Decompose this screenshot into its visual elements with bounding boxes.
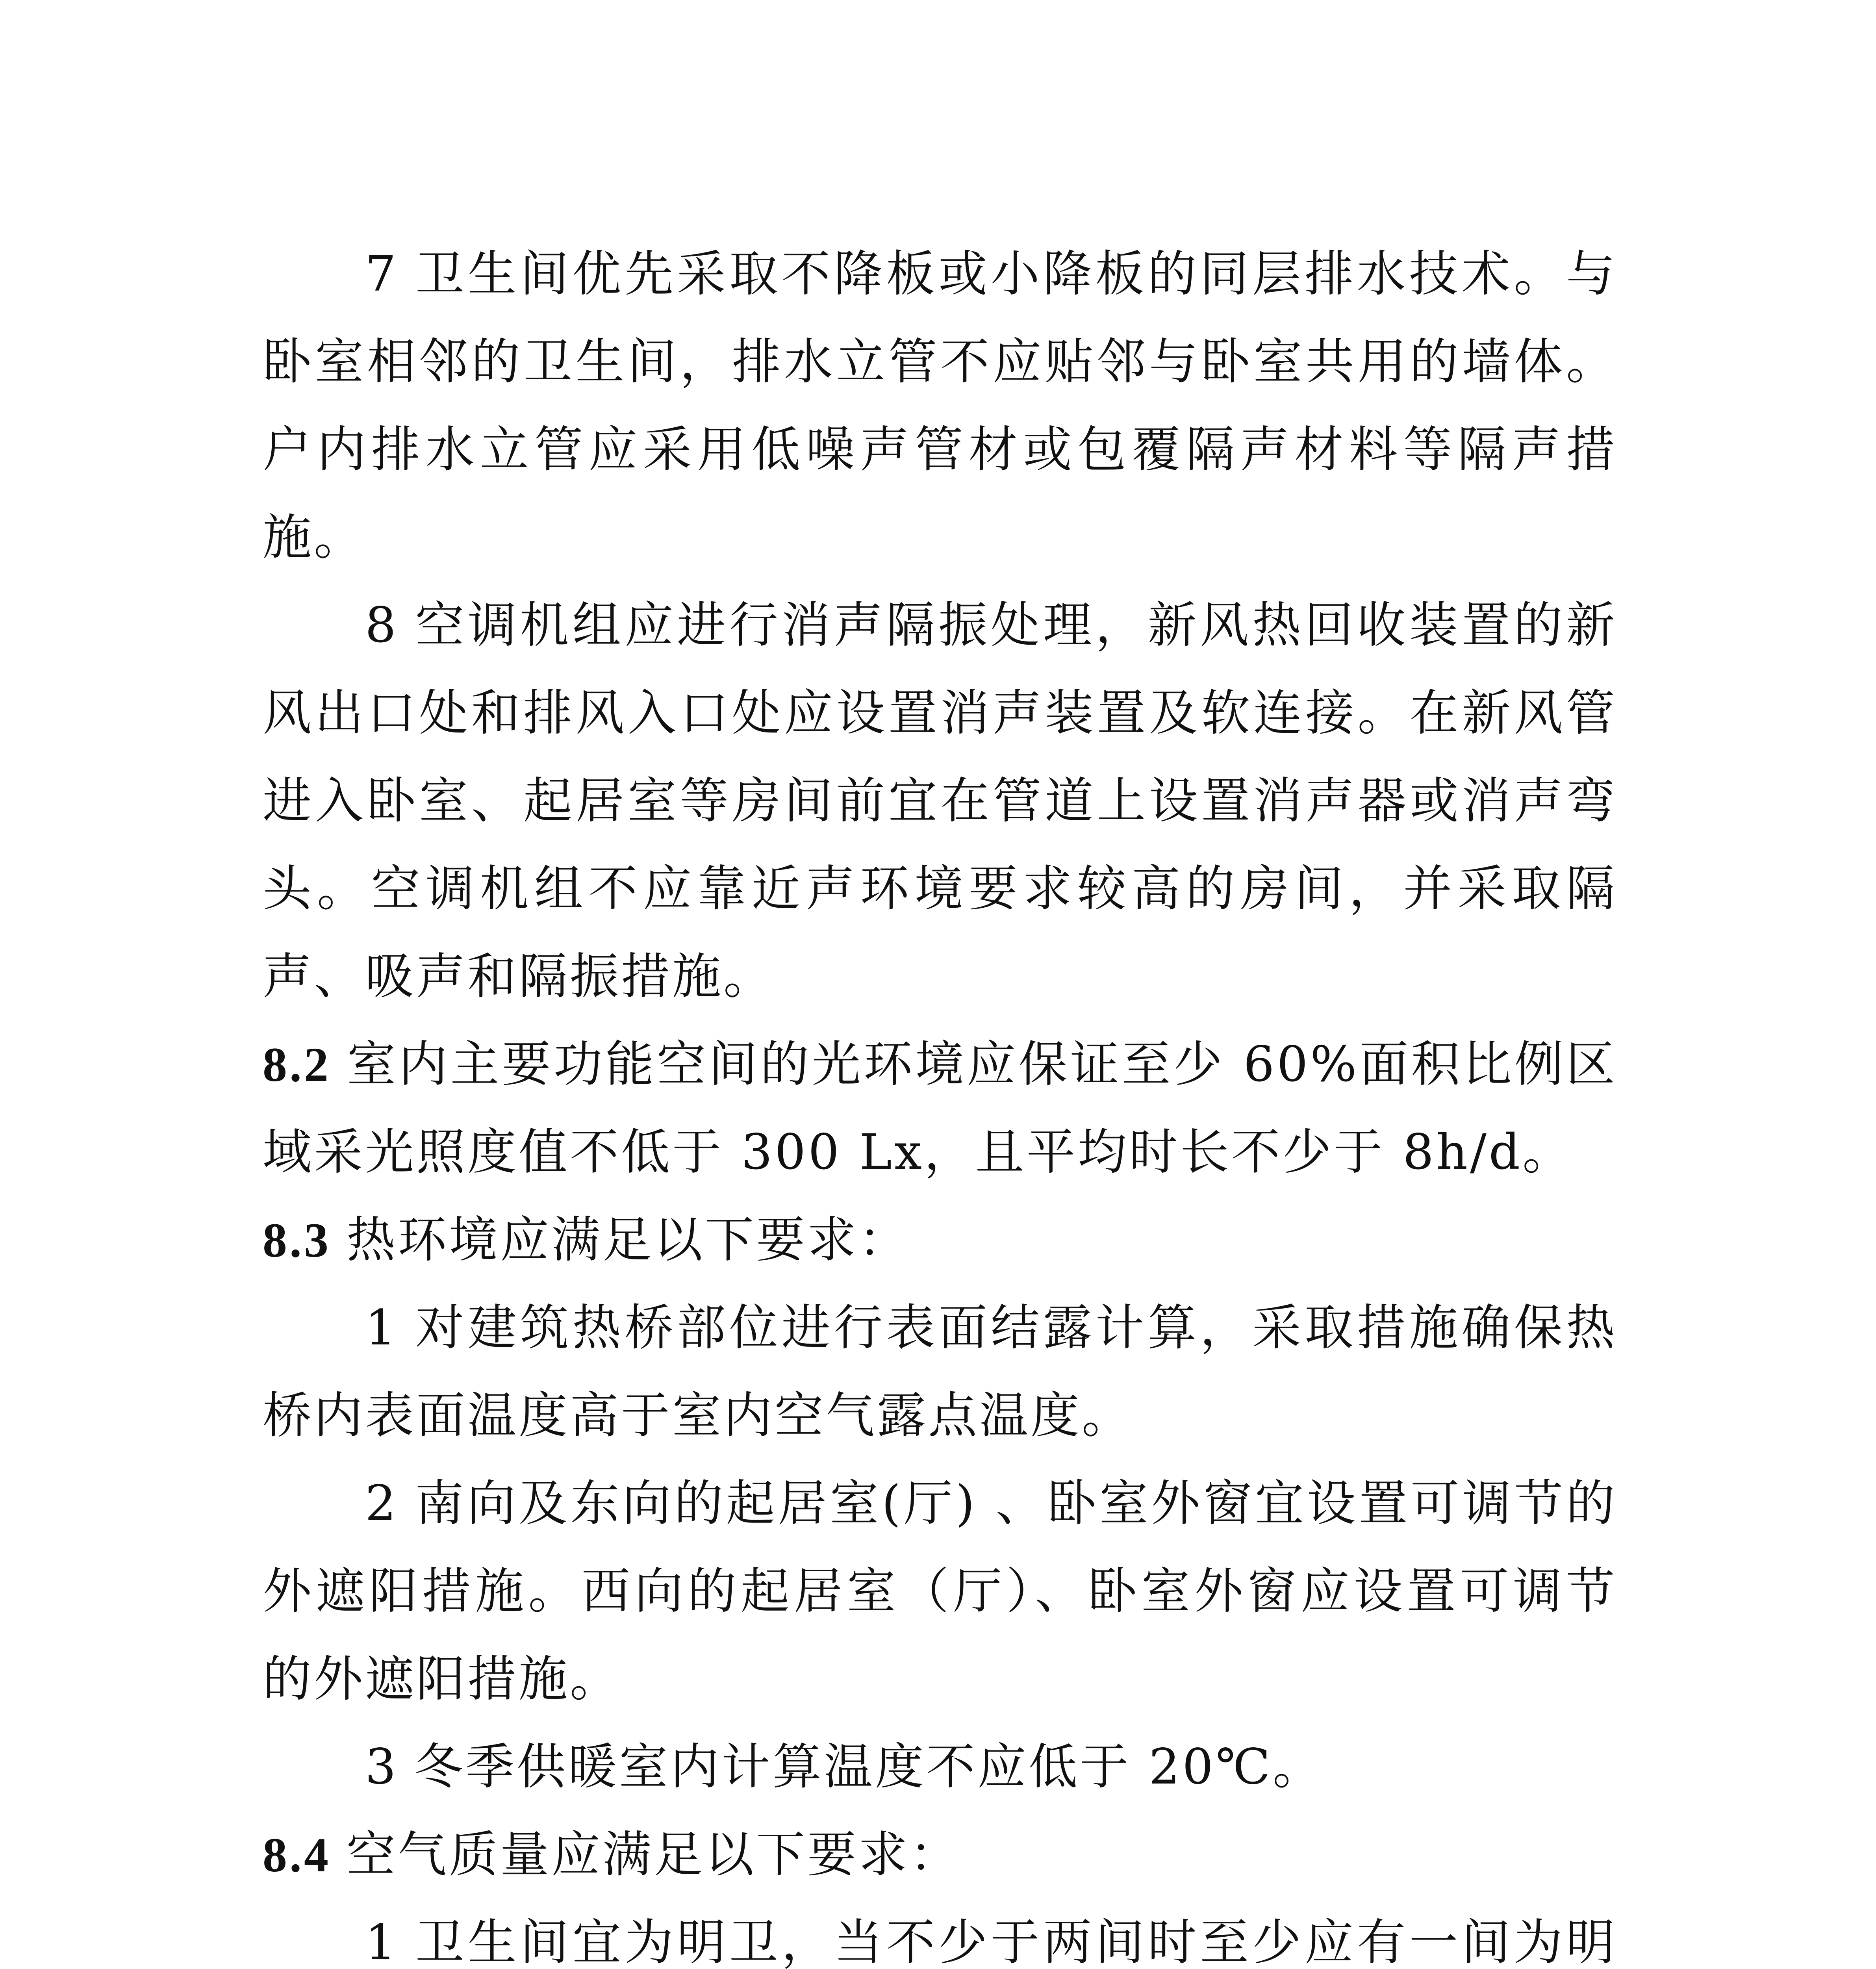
item-8-air-conditioning [263, 582, 1617, 1021]
item-2-shading [263, 1460, 1617, 1723]
item-number: 1 [365, 1300, 399, 1356]
item-7-noise-drainage [263, 230, 1617, 582]
item-1-thermal-bridge [263, 1284, 1617, 1460]
item-number: 7 [365, 246, 399, 302]
item-text: 空调机组应进行消声隔振处理，新风热回收装置的新风出口处和排风入口处应设置消声装置及软连接。在新风管进入卧室、起居室等房间前宜在管道上设置消声器或消声弯头。空调机组不应靠近声环境要求较高的房间，并采取隔声、吸声和隔振措施。 [263, 597, 1617, 1005]
item-text: 卫生间优先采取不降板或小降板的同层排水技术。与卧室相邻的卫生间，排水立管不应贴邻与卧室共用的墙体。户内排水立管应采用低噪声管材或包覆隔声材料等隔声措施。 [263, 246, 1617, 566]
clause-8-2-light [263, 1021, 1617, 1196]
clause-8-3-thermal [263, 1196, 1617, 1284]
item-text: 冬季供暖室内计算温度不应低于 20℃。 [414, 1739, 1324, 1795]
clause-text: 室内主要功能空间的光环境应保证至少 60%面积比例区域采光照度值不低于 300 Lx，且平均时长不少于 8h/d。 [263, 1036, 1617, 1181]
item-number: 2 [365, 1475, 399, 1532]
clause-number: 8.4 [263, 1828, 331, 1882]
item-text: 对建筑热桥部位进行表面结露计算，采取措施确保热桥内表面温度高于室内空气露点温度。 [263, 1300, 1617, 1444]
item-number: 1 [365, 1914, 399, 1969]
item-3-heating-temp [263, 1723, 1617, 1811]
item-1-ventilation [263, 1899, 1617, 1969]
clause-number: 8.2 [263, 1038, 331, 1092]
item-text: 卫生间宜为明卫，当不少于两间时至少应有一间为明 [414, 1914, 1617, 1969]
clause-8-4-air-quality [263, 1811, 1617, 1899]
body-text [263, 230, 1617, 1969]
clause-number: 8.3 [263, 1213, 331, 1267]
clause-text: 热环境应满足以下要求： [347, 1212, 910, 1268]
item-text: 南向及东向的起居室(厅) 、卧室外窗宜设置可调节的外遮阳措施。西向的起居室（厅）、卧室外窗应设置可调节的外遮阳措施。 [263, 1475, 1617, 1708]
clause-text: 空气质量应满足以下要求： [347, 1826, 961, 1883]
item-number: 3 [365, 1739, 399, 1795]
item-number: 8 [365, 597, 399, 654]
